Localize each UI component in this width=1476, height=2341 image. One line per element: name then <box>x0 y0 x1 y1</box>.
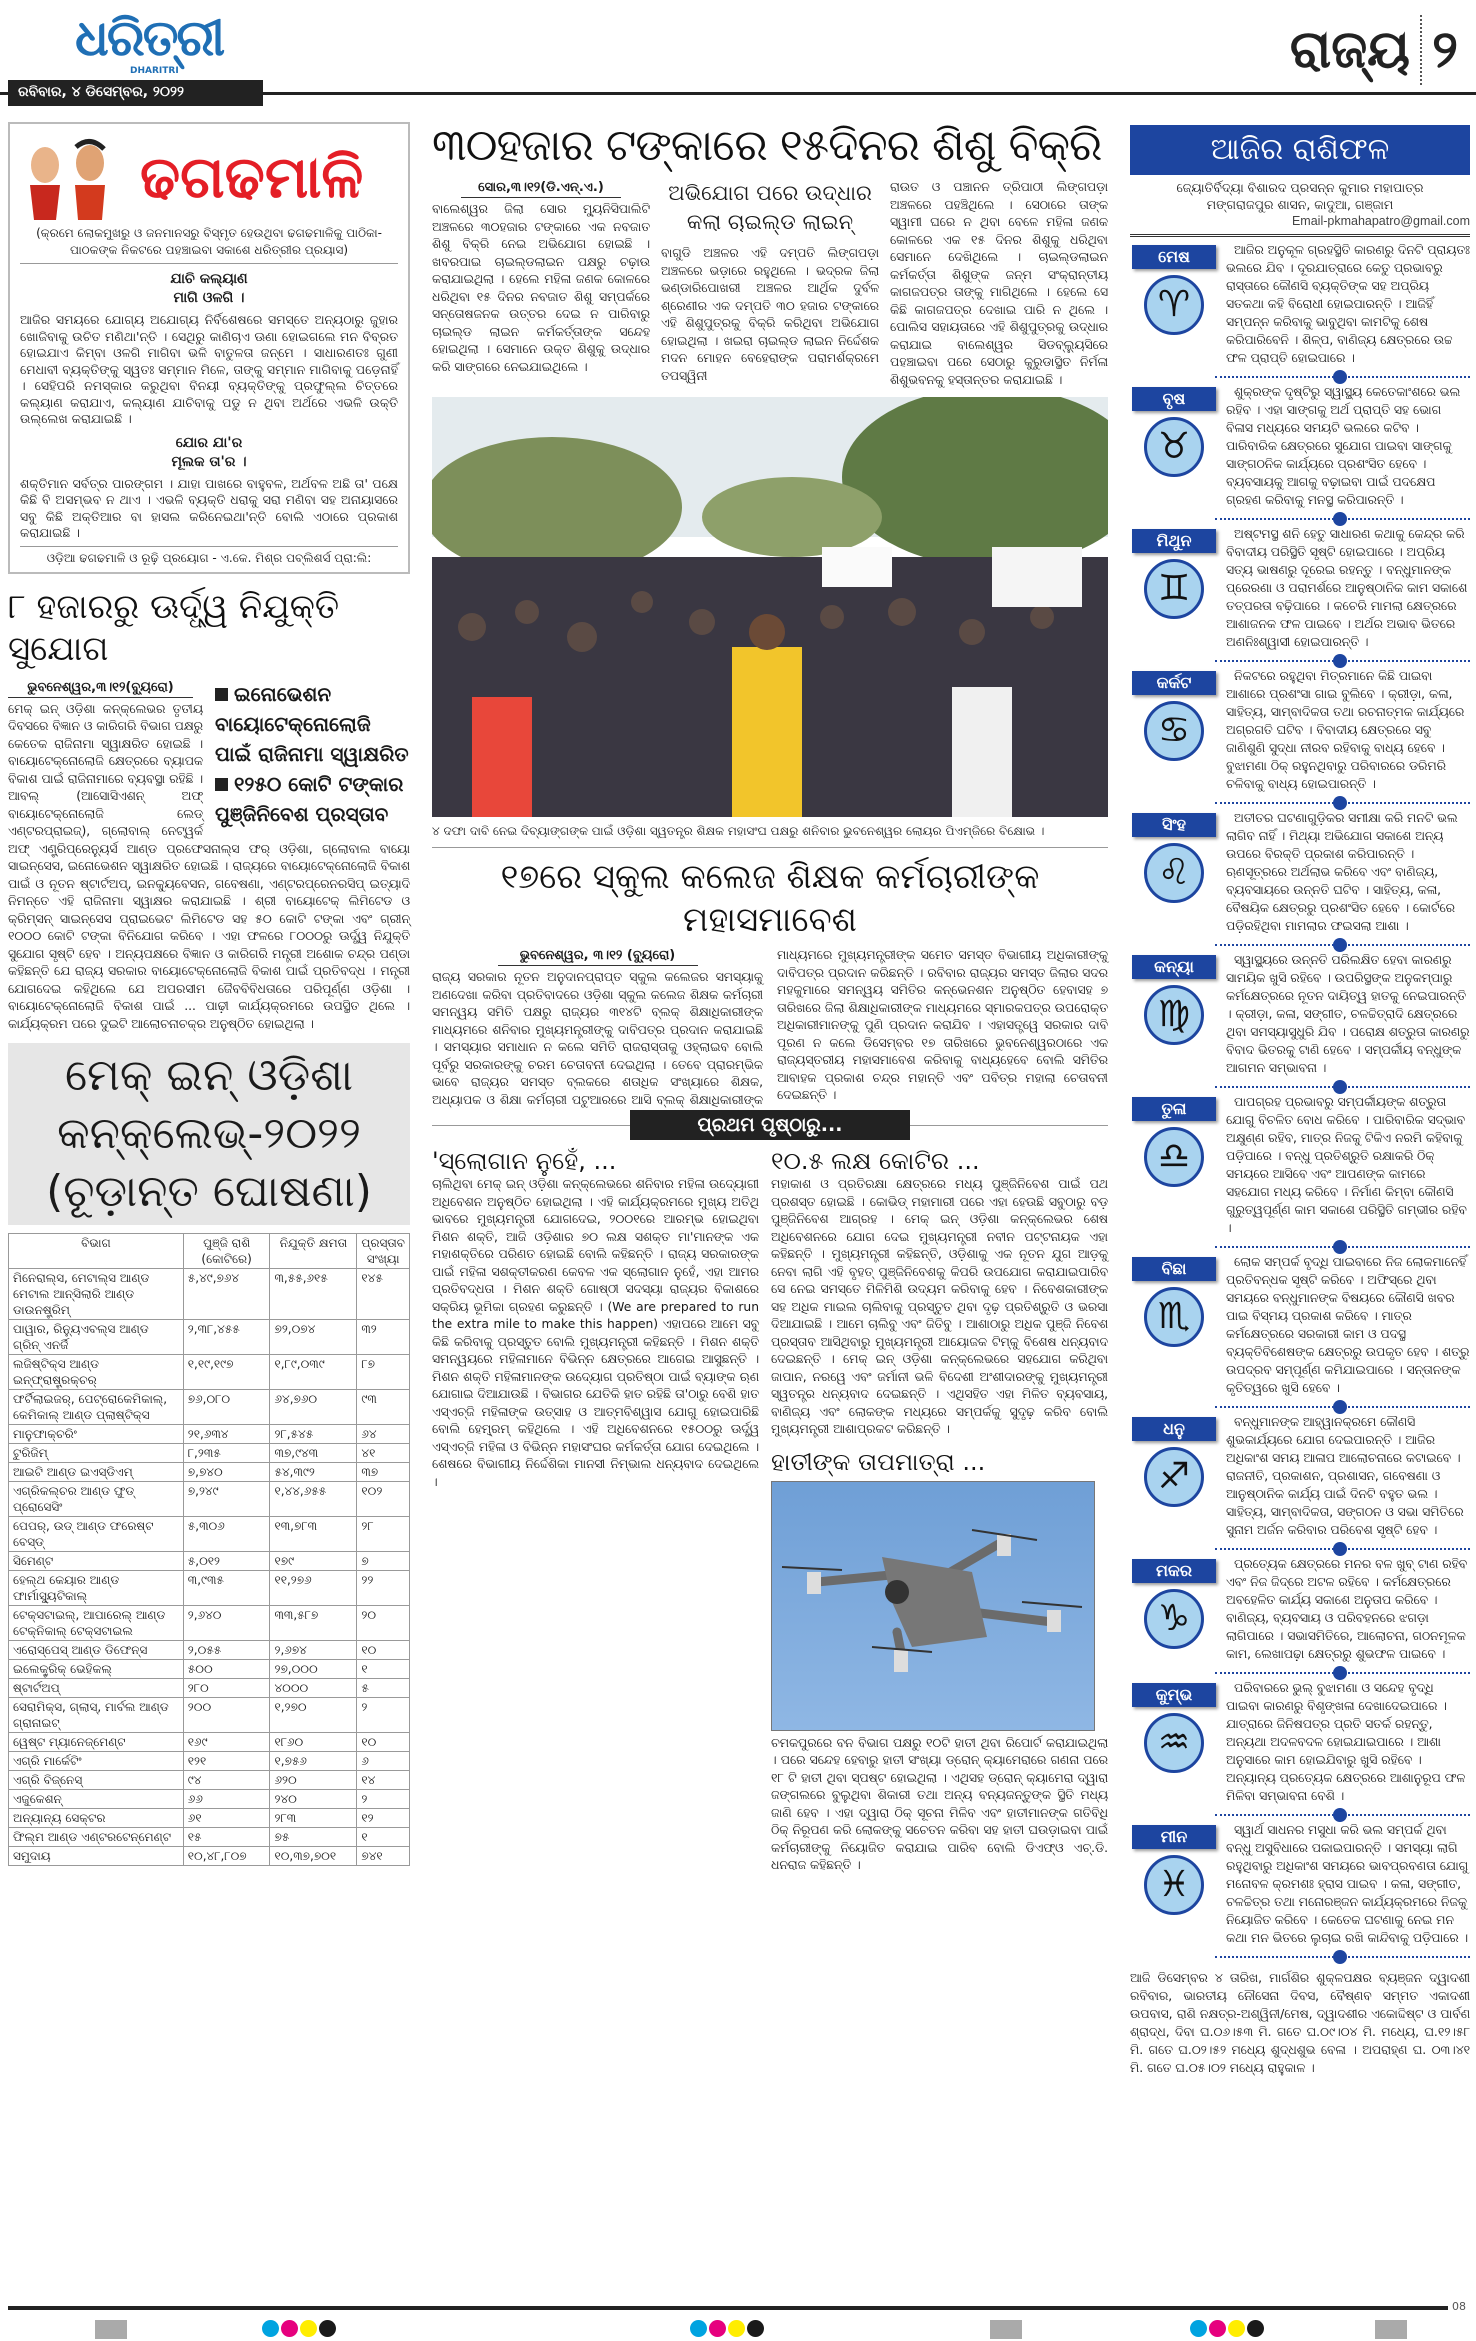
table-cell: ୨୭,୦୦୦ <box>270 1660 357 1679</box>
sign-prediction: ଶୁକ୍ରଙ୍କ ଦୃଷ୍ଟିରୁ ସ୍ୱାସ୍ଥ୍ୟ କେତେକାଂଶରେ ଭଲ ରହିବ । ଏହା ସାଙ୍ଗକୁ ଅର୍ଥ ପ୍ରାପ୍ତି ସହ ଭୋଗ ବିଳାସ ମଧ୍ୟରେ ସମୟଟି ଭଲରେ କଟିବ । ପାରିବାରିକ କ୍ଷେତ୍ରରେ ସୁଯୋଗ ପାଇବା ସାଙ୍ଗକୁ ସାଙ୍ଗଠନିକ କାର୍ଯ୍ୟରେ ପ୍ରଶଂସିତ ହେବେ । ବ୍ୟବସାୟକୁ ଆଗକୁ ବଢ଼ାଇବା ପାଇଁ ପଦକ୍ଷେପ ଗ୍ରହଣ କରିବାକୁ ମନସ୍ଥ କରିପାରନ୍ତି । <box>1226 385 1461 507</box>
gemini-icon: ♊ <box>1144 559 1204 619</box>
author-email[interactable]: Email-pkmahapatro@gmail.com <box>1291 214 1470 228</box>
dotted-divider <box>1215 1814 1470 1816</box>
table-cell: ୧୩,୭୮୩ <box>270 1517 357 1552</box>
table-cell: ୧୨୧ <box>183 1752 270 1771</box>
table-cell: ୧୦,୩୭,୭୦୧ <box>270 1847 357 1866</box>
child-story-col2 <box>661 179 879 385</box>
dotted-divider <box>1215 518 1470 520</box>
highlight-item: ଇନୋଭେଶନ ବାୟୋଟେକ୍ନୋଲୋଜି ପାଇଁ ରାଜିନାମା ସ୍ୱାକ୍ଷରିତ <box>215 681 409 766</box>
registration-mark <box>95 2320 127 2339</box>
table-row <box>9 1828 410 1847</box>
table-cell: ୧,୭୫୬ <box>270 1752 357 1771</box>
horoscope-capricorn <box>1130 1555 1470 1663</box>
child-story-col3: ରାଉତ ଓ ପଞ୍ଚାନନ ତ୍ରିପାଠୀ ଲିଙ୍ଗପଡ଼ା ଅଞ୍ଚଳରେ ପହଞ୍ଚିଥିଲେ । ସେଠାରେ ତାଙ୍କ ସ୍ୱାମୀ ଘରେ ନ ଥିବା ବେଳେ ମହିଳା ଜଣକ କୋଳରେ ଏକ ୧୫ ଦିନର ଶିଶୁକୁ ଧରିଥିବା ସେମାନେ ଦେଖିଥିଲେ । ଚାଇଲ୍ଡଲାଇନ କର୍ମକର୍ତ୍ତା ଶିଶୁଙ୍କ ଜନ୍ମ ସଂକ୍ରାନ୍ତୀୟ କାଗଜପତ୍ର ତାଙ୍କୁ ମାଗିଥିଲେ । ହେଲେ ସେ କିଛି କାଗଜପତ୍ର ଦେଖାଇ ପାରି ନ ଥିଲେ । ପୋଲିସ ସହାୟତାରେ ଏହି ଶିଶୁପୁତ୍ରକୁ ଉଦ୍ଧାର କରାଯାଇ ବାଲେଶ୍ୱର ସିଡବ୍ଲ୍ୟୁସିରେ ପହଞ୍ଚାଇବା ପରେ ସେଠାରୁ କୁରୁଡାସ୍ଥିତ ନିର୍ମଳା ଶିଶୁଭବନକୁ ହସ୍ତାନ୍ତର କରାଯାଇଛି । <box>890 180 1108 387</box>
table-cell: ମାନୁଫାକ୍ଚରିଂ <box>9 1425 184 1444</box>
table-cell: ୧,୮୯,୦୩୯ <box>270 1355 357 1390</box>
table-cell: ୨୮,୫୪୫ <box>270 1425 357 1444</box>
dhagadamali-subtitle: (କ୍ରମେ ଲୋକମୁଖରୁ ଓ ଜନମାନସରୁ ବିସ୍ମୃତ ହେଉଥିବା ଢଗଢମାଳିକୁ ପାଠିକା-ପାଠକଙ୍କ ନିକଟରେ ପହଞ୍ଚାଇବା ସକାଶେ ଧରିତ୍ରୀର ପ୍ରୟାସ) <box>20 225 398 264</box>
table-cell: ୩୭ <box>357 1463 410 1482</box>
sign-prediction: ସ୍ୱାର୍ଥ ସାଧନର ମସୁଧା କରି ଭଲ ସମ୍ପର୍କ ଥିବା ବନ୍ଧୁ ଅସୁବିଧାରେ ପକାଇପାରନ୍ତି । ସମସ୍ୟା ଲାଗି ରହୁଥିବାରୁ ଅଧିକାଂଶ ସମୟରେ ଭାବପ୍ରବଣତା ଯୋଗୁ ମନୋବଳ କ୍ରମଶଃ ହ୍ରାସ ପାଇବ । କଳା, ସଙ୍ଗୀତ, ଚଳଚ୍ଚିତ୍ର ତଥା ମନୋରଞ୍ଜନ କାର୍ଯ୍ୟକ୍ରମରେ ନିଜକୁ ନିୟୋଜିତ କରିବେ । କେତେକ ଘଟଣାକୁ ନେଇ ମନ କଥା ମନ ଭିତରେ ଲୁଚାଇ ରଖି କାନ୍ଦିବାକୁ ପଡ଼ିପାରେ । <box>1226 1823 1469 1945</box>
teachers-story <box>432 947 1108 1109</box>
sign-name: କର୍କଟ <box>1132 671 1216 695</box>
investment-table <box>8 1233 410 1866</box>
table-cell: ଷ୍ଟାର୍ଟଅପ୍ <box>9 1679 184 1698</box>
horoscope-sagittarius <box>1130 1413 1470 1539</box>
banner-line: କନ୍‌କ୍ଲେଭ୍-୨୦୨୨ <box>57 1108 361 1159</box>
horoscope-virgo <box>1130 951 1470 1077</box>
lakh-crore-body: ମହାକାଶ ଓ ପ୍ରତିରକ୍ଷା କ୍ଷେତ୍ରରେ ମଧ୍ୟ ପୁଞ୍ଜିନିବେଶ ପାଇଁ ପଥ ପ୍ରଶସ୍ତ ହୋଇଛି । କୋଭିଡ୍ ମହାମାରୀ ପରେ ଏହା ହେଉଛି ସବୁଠାରୁ ବଡ଼ ପୁଞ୍ଜିନିବେଶ ଆଗ୍ରହ । ମେକ୍ ଇନ୍ ଓଡ଼ିଶା କନ୍‌କ୍ଲେଭର ଶେଷ ଅଧିବେଶନରେ ଯୋଗ ଦେଇ ମୁଖ୍ୟମନ୍ତ୍ରୀ ନବୀନ ପଟ୍ଟନାୟକ ଏହା କହିଛନ୍ତି । ମୁଖ୍ୟମନ୍ତ୍ରୀ କହିଛନ୍ତି, ଓଡ଼ିଶାକୁ ଏକ ନୂତନ ଯୁଗ ଆଡ଼କୁ ନେବା ଲାଗି ଏହି ବୃହତ୍ ପୁଞ୍ଜିନିବେଶକୁ କିପରି ଉପଯୋଗ କରାଯାଇପାରିବ ସେ ନେଇ ସମସ୍ତେ ମିଳିମିଶି ଉଦ୍ୟମ କରିବାକୁ ହେବ । ନିବେଶକାରୀଙ୍କ ସହ ଅଧିକ ମାଇଲ ଚାଲିବାକୁ ପ୍ରସ୍ତୁତ ଥିବା ଦୃଢ଼ ପ୍ରତିଶ୍ରୁତି ଓ ଭରସା ଦିଆଯାଇଛି । ଆମେ ଚାଲିବୁ ଏବଂ ଜିତିବୁ । ଆଶାଠାରୁ ଅଧିକ ପୁଞ୍ଜି ନିବେଶ ପ୍ରସ୍ତାବ ଆସିଥିବାରୁ ମୁଖ୍ୟମନ୍ତ୍ରୀ ଆୟୋଜକ ଟିମ୍‌କୁ ବିଶେଷ ଧନ୍ୟବାଦ ଦେଇଛନ୍ତି । ମେକ୍ ଇନ୍ ଓଡ଼ିଶା କନ୍‌କ୍ଲେଭରେ ସହଯୋଗ କରିଥିବା ଜାପାନ, ନରୱେ ଏବଂ ଜର୍ମାନୀ ଭଳି ବିଦେଶୀ ଅଂଶୀଦାରଙ୍କୁ ମୁଖ୍ୟମନ୍ତ୍ରୀ ସ୍ୱତନ୍ତ୍ର ଧନ୍ୟବାଦ ଦେଇଛନ୍ତି । ଏଥିସହିତ ଏହା ମିଳିତ ବ୍ୟବସାୟ, ବାଣିଜ୍ୟ ଏବଂ ଲୋକଙ୍କ ମଧ୍ୟରେ ସମ୍ପର୍କକୁ ସୁଦୃଢ଼ କରିବ ବୋଲି ମୁଖ୍ୟମନ୍ତ୍ରୀ ଆଶାପ୍ରକଟ କରିଛନ୍ତି । <box>771 1177 1108 1436</box>
sign-name: ସିଂହ <box>1132 813 1216 837</box>
cmyk-marks <box>1190 2320 1266 2341</box>
horoscope-gemini <box>1130 525 1470 651</box>
dateline: ଭୁବନେଶ୍ୱର, ୩।୧୨ (ବ୍ୟୁରୋ) <box>498 947 698 966</box>
table-row <box>9 1425 410 1444</box>
center-column <box>432 118 1108 1875</box>
table-row <box>9 1269 410 1320</box>
table-cell: ୱେଷ୍ଟ ମ୍ୟାନେଜ୍‌ମେଣ୍ଟ <box>9 1733 184 1752</box>
table-cell: ୧୫ <box>183 1828 270 1847</box>
right-stories <box>771 1146 1108 1875</box>
col-header: ପୁଞ୍ଜି ରାଶି (କୋଟିରେ) <box>183 1234 270 1269</box>
table-cell: ୮୭ <box>357 1355 410 1390</box>
dharitri-logo: ଧରିତ୍ରୀ DHARITRI <box>75 8 224 76</box>
table-cell: ୧,୪୪,୬୫୫ <box>270 1482 357 1517</box>
table-cell: ଅନ୍ୟାନ୍ୟ ସେକ୍ଟର <box>9 1809 184 1828</box>
table-cell: ଏଗ୍ରିକଲ୍ଚର ଆଣ୍ଡ ଫୁଡ୍ ପ୍ରୋସେସିଂ <box>9 1482 184 1517</box>
table-cell: ଲଜିଷ୍ଟିକ୍ସ ଆଣ୍ଡ ଇନ୍‌ଫ୍ରାଷ୍ଟ୍ରକ୍ଚର୍ <box>9 1355 184 1390</box>
sign-name: ବିଛା <box>1132 1257 1216 1281</box>
section-name: ରାଜ୍ୟ <box>1289 19 1411 80</box>
sign-name: ମୀନ <box>1132 1825 1216 1849</box>
table-cell: ଏଜୁକେଶନ୍ <box>9 1790 184 1809</box>
libra-icon: ♎ <box>1144 1127 1204 1187</box>
table-cell: ୨,୦୫୫ <box>183 1641 270 1660</box>
table-row <box>9 1733 410 1752</box>
table-cell: ୮,୨୩୫ <box>183 1444 270 1463</box>
horoscope-taurus <box>1130 383 1470 509</box>
table-cell: ୨୮୦ <box>183 1679 270 1698</box>
table-row <box>9 1517 410 1552</box>
elephant-body: ଚମକପୁରରେ ବନ ବିଭାଗ ପକ୍ଷରୁ ୧୦ଟି ହାତୀ ଥିବା ରିପୋର୍ଟ କରାଯାଇଥିଲା । ପରେ ସନ୍ଦେହ ହେବାରୁ ହାତୀ ସଂଖ୍ୟା ଡ୍ରୋନ୍ କ୍ୟାମେରାରେ ଗଣନା ପରେ ୧୮ ଟି ହାତୀ ଥିବା ସ୍ପଷ୍ଟ ହୋଇଥିଲା । ଏଥିସହ ଡ୍ରୋନ୍ କ୍ୟାମେରା ଦ୍ୱାରା ଜଙ୍ଗଲରେ ବୁଲୁଥିବା ଶିକାରୀ ତଥା ଅନ୍ୟ ବନ୍ୟଜନ୍ତୁଙ୍କ ସ୍ଥିତି ମଧ୍ୟ ଜାଣି ହେବ । ଏହା ଦ୍ୱାରା ଠିକ୍ ସୂଚନା ମିଳିବ ଏବଂ ହାତୀମାନଙ୍କ ଗତିବିଧି ଠିକ୍ ନିରୂପଣ କରି ଲୋକଙ୍କୁ ସଚେତନ କରିବା ସହ ହାତୀ ଘଉଡ଼ାଇବା ପାଇଁ କର୍ମଚାରୀଙ୍କୁ ନିୟୋଜିତ କରାଯାଇ ପାରିବ ବୋଲି ଡିଏଫ୍‌ଓ ଏଚ୍.ଡି. ଧନରାଜ କହିଛନ୍ତି । <box>771 1735 1108 1872</box>
highlight-item: ୧୨୫୦ କୋଟି ଟଙ୍କାର ପୁଞ୍ଜିନିବେଶ ପ୍ରସ୍ତାବ <box>215 771 404 826</box>
table-cell: ୩୨ <box>357 1320 410 1355</box>
sign-prediction: ନିକଟରେ ରହୁଥିବା ମିତ୍ରମାନେ କିଛି ପାଇବା ଆଶାରେ ପ୍ରଶଂସା ଗାଇ ବୁଲିବେ । କ୍ରୀଡ଼ା, କଳା, ସାହିତ୍ୟ, ସାମ୍ବାଦିକତା ତଥା ରଚନାତ୍ମକ କାର୍ଯ୍ୟରେ ଅଗ୍ରଗତି ଘଟିବ । ବିବାଦୀୟ କ୍ଷେତ୍ରରେ ସବୁ ଜାଣିଶୁଣି ସୁଦ୍ଧା ନୀରବ ରହିବାକୁ ବାଧ୍ୟ ହେବେ । ବୁଝାମଣା ଠିକ୍ ରହୁନଥିବାରୁ ପରିବାରରେ ଡରିମରି ଚଳିବାକୁ ବାଧ୍ୟ ହୋଇପାରନ୍ତି । <box>1226 669 1465 791</box>
table-row <box>9 1698 410 1733</box>
table-cell: ୩,୯୩୫ <box>183 1571 270 1606</box>
dateline: ଭୁବନେଶ୍ୱର,୩।୧୨(ବ୍ୟୁରୋ) <box>8 679 193 698</box>
sign-name: ମକର <box>1132 1559 1216 1583</box>
table-cell: ୧୦୨ <box>357 1482 410 1517</box>
elephant-headline: ହାତୀଙ୍କ ତାପମାତ୍ରା ... <box>771 1447 986 1476</box>
table-cell: ୩୩,୫୮୭ <box>270 1606 357 1641</box>
table-row <box>9 1552 410 1571</box>
table-cell: ୭,୭୪୦ <box>183 1463 270 1482</box>
sign-prediction: ପରିବାରରେ ଭୁଲ୍ ବୁଝାମଣା ଓ ସନ୍ଦେହ ବୃଦ୍ଧି ପାଇବା କାରଣରୁ ବିଶୃଙ୍ଖଳା ଦେଖାଦେଇପାରେ । ଯାତ୍ରାରେ ଜିନିଷପତ୍ର ପ୍ରତି ସତର୍କ ରହନ୍ତୁ, ଅନ୍ୟଥା ଅଦଳବଦଳ ହୋଇଯାଇପାରେ । ଆଶା ଅନୁସାରେ କାମ ହୋଇଯିବାରୁ ଖୁସି ରହିବେ । ଅନ୍ୟାନ୍ୟ ପ୍ରତ୍ୟେକ କ୍ଷେତ୍ରରେ ଆଶାନୁରୂପ ଫଳ ମିଳିବା ସମ୍ଭାବନା ବେଶି । <box>1226 1681 1466 1803</box>
table-cell: ୧,୨୭୦ <box>270 1698 357 1733</box>
saying-title: ଯାଚି କଲ୍ୟାଣ ମାଗି ଓଳଗି । <box>170 271 248 306</box>
dhagadamali-credit: ଓଡ଼ିଆ ଢଗଢମାଳି ଓ ରୂଢ଼ି ପ୍ରୟୋଗ - ଏ.କେ. ମିଶ୍ର ପବ୍ଲିଶର୍ସ ପ୍ରା:ଲି: <box>20 546 398 566</box>
virgo-icon: ♍ <box>1144 985 1204 1045</box>
horoscope-leo <box>1130 809 1470 935</box>
slogan-body: ଚାଲିଥିବା ମେକ୍ ଇନ୍ ଓଡ଼ିଶା କନ୍‌କ୍ଲେଭରେ ଶନିବାର ମହିଳା ଉଦ୍ୟୋଗୀ ଅଧିବେଶନ ଅନୁଷ୍ଠିତ ହୋଇଥିଲା । ଏହି କାର୍ଯ୍ୟକ୍ରମରେ ମୁଖ୍ୟ ଅତିଥି ଭାବରେ ମୁଖ୍ୟମନ୍ତ୍ରୀ ଯୋଗଦେଇ, ୨୦୦୧ରେ ଆରମ୍ଭ ହୋଇଥିବା ମିଶନ ଶକ୍ତି, ଆଜି ଓଡ଼ିଶାର ୭୦ ଲକ୍ଷ ସଶକ୍ତ ମା'ମାନଙ୍କ ଏକ ମହାଶକ୍ତିରେ ପରିଣତ ହୋଇଛି ବୋଲି କହିଛନ୍ତି । ରାଜ୍ୟ ସରକାରଙ୍କ ପାଇଁ ମହିଳା ସଶକ୍ତୀକରଣ କେବଳ ଏକ ସ୍ଲୋଗାନ ନୁହେଁ, ଏହା ଆମର ପ୍ରତିବଦ୍ଧତା । ମିଶନ ଶକ୍ତି ଗୋଷ୍ଠୀ ସଦସ୍ୟା ରାଜ୍ୟର ବିକାଶରେ ସକ୍ରିୟ ଭୂମିକା ଗ୍ରହଣ କରୁଛନ୍ତି । (We are prepared to run the extra mile to make this happen) ଏହାପରେ ଆମେ ସବୁ କିଛି କରିବାକୁ ପ୍ରସ୍ତୁତ ବୋଲି ମୁଖ୍ୟମନ୍ତ୍ରୀ କହିଛନ୍ତି । ମିଶନ ଶକ୍ତି ସମନ୍ୱୟରେ ମହିଳାମାନେ ବିଭିନ୍ନ କ୍ଷେତ୍ରରେ ଆଗେଇ ଆସୁଛନ୍ତି । ମିଶନ ଶକ୍ତି ମହିଳାମାନଙ୍କ ଉଦ୍ୟୋଗ ପ୍ରତିଷ୍ଠା ପାଇଁ ବ୍ୟାଙ୍କ ଋଣ ଯୋଗାଇ ଦିଆଯାଉଛି । ବିଭାଗର ଯେତିକି ହାତ ରହିଛି ତା'ଠାରୁ ବେଶି ହାତ ଏସ୍‌ଏଚ୍‌ଜି ମହିଳାଙ୍କ ଉତ୍ସାହ ଓ ଆତ୍ମବିଶ୍ୱାସ ଯୋଗୁ ହୋଇପାରିଛି ବୋଲି ହେମ୍ବ୍ରମ୍ କହିଥିଲେ । ଏହି ଅଧିବେଶନରେ ୧୫୦୦ରୁ ଊର୍ଦ୍ଧ୍ୱ ଏସ୍‌ଏଚ୍‌ଜି ମହିଳା ଓ ବିଭିନ୍ନ ମହାସଂଘର କର୍ମକର୍ତ୍ତା ଯୋଗ ଦେଇଥିଲେ । ଶେଷରେ ବିଭାଗୀୟ ନିର୍ଦ୍ଦେଶିକା ମାନସୀ ନିମ୍ଭାଲ ଧନ୍ୟବାଦ ଦେଇଥିଲେ । <box>432 1177 759 1489</box>
table-cell: ୧ <box>357 1828 410 1847</box>
section-label <box>1290 15 1458 85</box>
child-sale-headline: ୩୦ହଜାର ଟଙ୍କାରେ ୧୫ଦିନର ଶିଶୁ ବିକ୍ରି <box>432 120 1102 171</box>
table-row <box>9 1809 410 1828</box>
horoscope-pisces <box>1130 1821 1470 1947</box>
table-cell: ୧୦ <box>357 1733 410 1752</box>
aquarius-icon: ♒ <box>1144 1713 1204 1773</box>
table-cell: ୧୦ <box>357 1641 410 1660</box>
sign-name: କନ୍ୟା <box>1132 955 1216 979</box>
col-header: ବିଭାଗ <box>9 1234 184 1269</box>
table-cell: ୯୪ <box>183 1771 270 1790</box>
crowd-illustration <box>432 397 1108 817</box>
table-cell: ୧୪୫ <box>357 1269 410 1320</box>
table-cell: ୧୭୯ <box>270 1552 357 1571</box>
cmyk-marks <box>690 2320 766 2341</box>
table-cell: ଏଗ୍ରି ମାର୍କେଟିଂ <box>9 1752 184 1771</box>
table-row <box>9 1641 410 1660</box>
horoscope-libra <box>1130 1093 1470 1237</box>
table-cell: ୧ <box>357 1660 410 1679</box>
table-cell: ୨୦ <box>357 1606 410 1641</box>
jobs-headline: ୮ ହଜାରରୁ ଊର୍ଦ୍ଧ୍ୱ ନିଯୁକ୍ତି ସୁଯୋଗ <box>8 586 340 669</box>
horoscope-aquarius <box>1130 1679 1470 1805</box>
aries-icon: ♈ <box>1144 275 1204 335</box>
table-cell: ୨,୬୭୪ <box>270 1641 357 1660</box>
sign-prediction: ପାପଗ୍ରହ ପ୍ରଭାବରୁ ସମ୍ପର୍କୀୟଙ୍କ ଶତ୍ରୁତା ଯୋଗୁ ବିଚଳିତ ବୋଧ କରିବେ । ପାରିବାରିକ ସଦ୍ଭାବ ଅକ୍ଷୁଣ୍ଣ ରହିବ, ମାତ୍ର ନିଜକୁ ଟିକିଏ ନରମି କହିବାକୁ ପଡ଼ିପାରେ । ବନ୍ଧୁ ପ୍ରତିଶ୍ରୁତି ରକ୍ଷାକରି ଠିକ୍ ସମୟରେ ଆସିବେ ଏବଂ ଆପଣଙ୍କ କାମରେ ସହଯୋଗ ମଧ୍ୟ କରିବେ । ନିର୍ମାଣ କିମ୍ବା କୌଣସି ଗୁରୁତ୍ୱପୂର୍ଣ୍ଣ କାମ ସକାଶେ ପରିସ୍ଥିତି ଗମ୍ଭୀର ରହିବ । <box>1226 1095 1467 1235</box>
table-row <box>9 1571 410 1606</box>
table-cell: ୧୨ <box>357 1809 410 1828</box>
cancer-icon: ♋ <box>1144 701 1204 761</box>
sagittarius-icon: ♐ <box>1144 1447 1204 1507</box>
table-cell: ହେଲ୍‌ଥ କେୟାର ଆଣ୍ଡ ଫାର୍ମାସ୍ୟୁଟିକାଲ୍ <box>9 1571 184 1606</box>
table-cell: ୫୦୦ <box>183 1660 270 1679</box>
table-row <box>9 1355 410 1390</box>
table-cell: ୨୧,୬୩୪ <box>183 1425 270 1444</box>
page-code: 08 <box>1452 2300 1466 2313</box>
drone-icon <box>772 1482 1096 1732</box>
table-cell: ୨,୬୪୦ <box>183 1606 270 1641</box>
horoscope-aries <box>1130 241 1470 367</box>
sign-prediction: ସ୍ୱାସ୍ଥ୍ୟରେ ଉନ୍ନତି ପରିଲକ୍ଷିତ ହେବା କାରଣରୁ ସାମୟିକ ଖୁସି ରହିବେ । ଉପରିସ୍ଥଙ୍କ ଅନୁକମ୍ପାରୁ କର୍ମକ୍ଷେତ୍ରରେ ନୂତନ ଦାୟିତ୍ୱ ହାତକୁ ନେଇପାରନ୍ତି । କ୍ରୀଡ଼ା, କଳା, ସଙ୍ଗୀତ, ଚଳଚ୍ଚିତ୍ରାଦି କ୍ଷେତ୍ରରେ ଥିବା ସମସ୍ୟାସୁଧୁରି ଯିବ । ପରୋକ୍ଷ ଶତ୍ରୁତା କାରଣରୁ ବିବାଦ ଭିତରକୁ ଟାଣି ହେବେ । ସମ୍ପର୍କୀୟ ବନ୍ଧୁଙ୍କ ଆଗମନ ସମ୍ଭାବନା । <box>1226 953 1470 1075</box>
rasifal-author <box>1130 179 1470 230</box>
table-row <box>9 1320 410 1355</box>
table-cell: ସେରାମିକ୍ସ, ଗ୍ଲାସ୍, ମାର୍ବଲ ଆଣ୍ଡ ଗ୍ରାନାଇଟ୍ <box>9 1698 184 1733</box>
lakh-crore-headline: ୧୦.୫ ଲକ୍ଷ କୋଟିର ... <box>771 1147 980 1175</box>
banner-line: ମେକ୍ ଇନ୍ ଓଡ଼ିଶା <box>64 1050 354 1101</box>
table-cell: ଟେକ୍ସଟାଇଲ୍, ଆପାରେଲ୍ ଆଣ୍ଡ ଟେକ୍ନିକାଲ୍ ଟେକ୍ସଟାଇଲ <box>9 1606 184 1641</box>
table-cell: ଫର୍ଟିଲାଇଜର୍, ପେଟ୍ରୋକେମିକାଲ୍, କେମିକାଲ୍ ଆଣ୍ଡ ପ୍ଲାଷ୍ଟିକ୍ସ <box>9 1390 184 1425</box>
slogan-headline: 'ସ୍ଲୋଗାନ ନୁହେଁ, ... <box>432 1147 617 1175</box>
dhagadamali-box <box>8 122 410 574</box>
rasifal-column <box>1130 125 1470 2077</box>
table-cell: ୧,୧୯,୧୯୭ <box>183 1355 270 1390</box>
story-text: ରାଜ୍ୟ ସରକାର ନୂତନ ଅନୁଦାନପ୍ରାପ୍ତ ସ୍କୁଲ କଲେଜର ସମସ୍ୟାକୁ ଅଣଦେଖା କରିବା ପ୍ରତିବାଦରେ ଓଡ଼ିଶା ସ୍କୁଲ କଲେଜ ଶିକ୍ଷକ କର୍ମଚାରୀ ସମନ୍ୱୟ ସମିତି ପକ୍ଷରୁ ରାଜ୍ୟର ୩୧୪ଟି ବ୍ଲକ୍ ଶିକ୍ଷାଧିକାରୀଙ୍କ ମାଧ୍ୟମରେ ଶନିବାର ମୁଖ୍ୟମନ୍ତ୍ରୀଙ୍କୁ ଦାବିପତ୍ର ପ୍ରଦାନ କରାଯାଇଛି । ସମସ୍ୟାର ସମାଧାନ ନ କଲେ ସମିତି ରାଜରାସ୍ତାକୁ ଓହ୍ଲାଇବ ବୋଲି ପୂର୍ବରୁ ସରକାରଙ୍କୁ ଚରମ ଚେତାବନୀ ଦେଇଥିଲା । ତେବେ ପ୍ରାରମ୍ଭିକ ଭାବେ ରାଜ୍ୟର ସମସ୍ତ ବ୍ଲକରେ ଶତାଧିକ ସଂଖ୍ୟାରେ ଶିକ୍ଷକ, ଅଧ୍ୟାପକ ଓ ଶିକ୍ଷା କର୍ମଚାରୀ ପଟୁଆରରେ ଆସି ବ୍ଲକ୍ ଶିକ୍ଷାଧିକାରୀଙ୍କ ମାଧ୍ୟମରେ ମୁଖ୍ୟମନ୍ତ୍ରୀଙ୍କ ସମେତ ସମସ୍ତ ବିଭାଗୀୟ ଅଧିକାରୀଙ୍କୁ ଦାବିପତ୍ର ପ୍ରଦାନ କରିଛନ୍ତି । ରବିବାର ରାଜ୍ୟର ସମସ୍ତ ଜିଲାର ସଦର ମହକୁମାରେ ସମନ୍ୱୟ ସମିତିର କନ୍‌ଭେନଶନ ଅନୁଷ୍ଠିତ ହେବାସହ ୭ ତାରିଖରେ ଜିଲା ଶିକ୍ଷାଧିକାରୀଙ୍କ ମାଧ୍ୟମରେ ସ୍ମାରକପତ୍ର ଉପରୋକ୍ତ ଅଧିକାରୀମାନଙ୍କୁ ପୁଣି ପ୍ରଦାନ କରାଯିବ । ଏହାସତ୍ତ୍ୱେ ସରକାର ଦାବି ପୂରଣ ନ କଲେ ଡିସେମ୍ବର ୧୭ ତାରିଖରେ ଭୁବନେଶ୍ୱରଠାରେ ଏକ ରାଜ୍ୟସ୍ତରୀୟ ମହାସମାବେଶ କରିବାକୁ ବାଧ୍ୟହେବେ ବୋଲି ସମିତିର ଆବାହକ ପ୍ରକାଶ ଚନ୍ଦ୍ର ମହାନ୍ତି ଏବଂ ପବିତ୍ର ମହାଲା ଚେତାବନୀ ଦେଇଛନ୍ତି । <box>432 948 1108 1107</box>
horoscope-scorpio <box>1130 1253 1470 1397</box>
slogan-story <box>432 1146 759 1491</box>
registration-mark <box>990 2320 1022 2339</box>
table-cell: ୬୪ <box>357 1425 410 1444</box>
saying-text: ଶକ୍ତିମାନ ସର୍ବତ୍ର ପାରଙ୍ଗମ । ଯାହା ପାଖରେ ବାହୁବଳ, ଅର୍ଥବଳ ଅଛି ତା' ପକ୍ଷେ କିଛି ବି ଅସମ୍ଭବ ନ ଥାଏ । ଏଭଳି ବ୍ୟକ୍ତି ଧରାକୁ ସରା ମଣିବା ସହ ଅନାୟାସରେ ସବୁ କିଛି ଅକ୍ତିଆର ବା ହାସଲ କରିନେଇଥା'ନ୍ତି ବୋଲି ଏଠାରେ ପ୍ରକାଶ କରାଯାଇଛି । <box>20 475 398 540</box>
table-cell: ଏଗ୍ରି ବିଜ୍‌ନେସ୍ <box>9 1771 184 1790</box>
story-text: ବାଲେଶ୍ୱର ଜିଲା ସୋର ମ୍ୟୁନିସିପାଲିଟି ଅଞ୍ଚଳରେ ୩୦ହଜାର ଟଙ୍କାରେ ଏକ ନବଜାତ ଶିଶୁ ବିକ୍ରି ନେଇ ଅଭିଯୋଗ ହୋଇଛି । ଖବରପାଇ ଚାଇଲ୍ଡଲାଇନ ପକ୍ଷରୁ ଚଢ଼ାଉ କରାଯାଇଥିଲା । ହେଲେ ମହିଳା ଜଣକ କୋଳରେ ଧରିଥିବା ୧୫ ଦିନର ନବଜାତ ଶିଶୁ ସମ୍ପର୍କରେ ସନ୍ତୋଷଜନକ ଉତ୍ତର ଦେଇ ନ ପାରିବାରୁ ଚାଇଲ୍ଡ ଲାଇନ କର୍ମକର୍ତ୍ତାଙ୍କ ସନ୍ଦେହ ହୋଇଥିଲା । ସେମାନେ ଉକ୍ତ ଶିଶୁକୁ ଉଦ୍ଧାର କରି ସାଙ୍ଗରେ ନେଇଯାଇଥିଲେ । <box>432 202 650 374</box>
rasifal-title: ଆଜିର ରାଶିଫଳ <box>1130 125 1470 175</box>
page-number: ୨ <box>1432 19 1458 80</box>
table-cell: ୨୮୩ <box>270 1809 357 1828</box>
table-cell: ଟୁରିଜିମ୍ <box>9 1444 184 1463</box>
table-cell: ୭,୨୪୯ <box>183 1482 270 1517</box>
table-row <box>9 1660 410 1679</box>
table-cell: ସମୁଦାୟ <box>9 1847 184 1866</box>
table-cell: ୭ <box>357 1552 410 1571</box>
sign-name: ତୁଳା <box>1132 1097 1216 1121</box>
table-cell: ୩୭,୯୪୩ <box>270 1444 357 1463</box>
dateline: ସୋର,୩।୧୨(ଡି.ଏନ୍.ଏ.) <box>461 179 621 198</box>
table-cell: ୬୨୦ <box>270 1771 357 1790</box>
table-cell: ଇଲେକ୍ଟ୍ରିକ୍ ଭେହିକଲ୍ <box>9 1660 184 1679</box>
scorpio-icon: ♏ <box>1144 1287 1204 1347</box>
make-in-odisha-banner <box>8 1043 410 1225</box>
table-cell: ୭୫ <box>270 1828 357 1847</box>
table-row <box>9 1606 410 1641</box>
pisces-icon: ♓ <box>1144 1855 1204 1915</box>
leo-icon: ♌ <box>1144 843 1204 903</box>
table-row <box>9 1390 410 1425</box>
horoscope-list <box>1130 237 1470 1947</box>
table-cell: ୨୨ <box>357 1571 410 1606</box>
jobs-body: ମେକ୍ ଇନ୍ ଓଡ଼ିଶା କନ୍‌କ୍ଲେଭର ତୃତୀୟ ଦିବସରେ ବିଜ୍ଞାନ ଓ କାରିଗରି ବିଭାଗ ପକ୍ଷରୁ କେତେକ ରାଜିନାମା ସ୍ୱାକ୍ଷରିତ ହୋଇଛି । ବାୟୋଟେକ୍ନୋଲୋଜି କ୍ଷେତ୍ରରେ ବ୍ୟାପକ ବିକାଶ ପାଇଁ ରାଜିନାମାରେ ବ୍ୟବସ୍ଥା ରହିଛି । ଆବଲ୍ (ଆସୋସିଏଶନ୍ ଅଫ୍ ବାୟୋଟେକ୍ନୋଲୋଜି ଲେଡ୍ ଏଣ୍ଟରପ୍ରାଇଜ୍), ଗ୍ଲୋବାଲ୍ ନେଟ୍‌ୱର୍କ ଅଫ୍ ଏଣ୍ଟ୍ରିପ୍ରେନ୍ୟୁର୍ସ ଆଣ୍ଡ ପ୍ରଫେସନାଲ୍‌ସ ଫର୍ ଓଡ଼ିଶା, ଗ୍ଲୋବାଲ ବାୟୋ ସାଇନ୍‌ସେସ, ଇନୋଭେଶନ ସ୍ୱାକ୍ଷରିତ ହୋଇଛି । ରାଜ୍ୟରେ ବାୟୋଟେକ୍ନୋଲୋଜି ବିକାଶ ପାଇଁ ଓ ନୂତନ ଷ୍ଟାର୍ଟଅପ୍, ଇନକ୍ୟୁବେସନ, ଗବେଷଣା, ଏଣ୍ଟରପ୍ରେନରସିପ୍ ଇତ୍ୟାଦି ନିମନ୍ତେ ଏହି ରାଜିନାମା ସ୍ୱାକ୍ଷର କରାଯାଇଛି । ଶ୍ରୀ ବାୟୋଟେକ୍ ଲିମିଟେଡ ଓ କ୍ରିମ୍ସନ୍ ସାଇନ୍ସେସ ପ୍ରାଇଭେଟ ଲିମିଟେଡ ସହ ୫୦ କୋଟି ଟଙ୍କା ଏବଂ ଗ୍ରୀନ୍ ୧୦୦୦ କୋଟି ଟଙ୍କା ବିନିଯୋଗ କରିବେ । ଏହା ଫଳରେ ୮୦୦୦ରୁ ଊର୍ଦ୍ଧ୍ୱ ନିଯୁକ୍ତି ସୁଯୋଗ ସୃଷ୍ଟି ହେବ । ଅନ୍ୟପକ୍ଷରେ ବିଜ୍ଞାନ ଓ କାରିଗରି ମନ୍ତ୍ରୀ ଅଶୋକ ଚନ୍ଦ୍ର ପଣ୍ଡା କହିଛନ୍ତି ଯେ ରାଜ୍ୟ ସରକାର ବାୟୋଟେକ୍ନୋଲୋଜି ବିକାଶ ପାଇଁ ପ୍ରତିବଦ୍ଧ । ମନ୍ତ୍ରୀ ଯୋଗଦେଇ କହିଥିଲେ ଯେ ଅପରସୀମ ଜୈବବିବିଧତାରେ ପରିପୂର୍ଣ୍ଣ ଓଡ଼ିଶା । ବାୟୋଟେକ୍ନୋଲୋଜି ବିକାଶ ପାଇଁ ... ପାଢ଼ୀ କାର୍ଯ୍ୟକ୍ରମରେ ଉପସ୍ଥିତ ଥିଲେ । କାର୍ଯ୍ୟକ୍ରମ ପରେ ଦୁଇଟି ଆଲୋଚନାଚକ୍ର ଅନୁଷ୍ଠିତ ହୋଇଥିଲା । <box>8 701 410 1031</box>
saying-title: ଯୋର ଯା'ର ମୂଲକ ତା'ର । <box>171 434 247 470</box>
table-cell: ୯୩ <box>357 1390 410 1425</box>
front-page-continued-banner: ପ୍ରଥମ ପୃଷ୍ଠାରୁ... <box>630 1110 910 1140</box>
sign-prediction: ପ୍ରତ୍ୟେକ କ୍ଷେତ୍ରରେ ମନର ବଳ ଖୁବ୍ ଟାଣ ରହିବ ଏବଂ ନିଜ ଜିଦ୍‌ରେ ଅଟଳ ରହିବେ । କର୍ମକ୍ଷେତ୍ରରେ ଅବହେଳିତ କାର୍ଯ୍ୟ ସକାଶେ ଅନୁତାପ କରିବେ । ବାଣିଜ୍ୟ, ବ୍ୟବସାୟ ଓ ପରିବହନରେ ଝଗଡ଼ା ଲାଗିପାରେ । ସଭାସମିତିରେ, ଆଲୋଚନା, ଗଠନମୂଳକ କାମ, ଲେଖାପଢ଼ା କ୍ଷେତ୍ରରୁ ଶୁଭଫଳ ପାଇବେ । <box>1226 1557 1468 1661</box>
author-name: ଜ୍ୟୋତିର୍ବିଦ୍ୟା ବିଶାରଦ ପ୍ରସନ୍ନ କୁମାର ମହାପାତ୍ର <box>1176 180 1424 195</box>
table-cell: ଆଇଟି ଆଣ୍ଡ ଇଏସ୍‌ଡିଏମ୍ <box>9 1463 184 1482</box>
table-cell: ୭୬,୦୮୦ <box>183 1390 270 1425</box>
table-cell: ୧୦,୪୮,୮୦୭ <box>183 1847 270 1866</box>
sign-name: ବୃଷ <box>1132 387 1216 411</box>
sign-prediction: ଅତୀତର ଘଟଣାଗୁଡ଼ିକର ସମୀକ୍ଷା କରି ମନଟି ଭଲ ଲାଗିବ ନାହିଁ । ମିଥ୍ୟା ଅଭିଯୋଗ ସକାଶେ ଅନ୍ୟ ଉପରେ ବିରକ୍ତି ପ୍ରକାଶ କରିପାରନ୍ତି । ଋଣସୂତ୍ରରେ ଅର୍ଥଲାଭ କରିବେ ଏବଂ ବାଣିଜ୍ୟ, ବ୍ୟବସାୟରେ ଉନ୍ନତି ଘଟିବ । ସାହିତ୍ୟ, କଳା, ବୈଷୟିକ କ୍ଷେତ୍ରରୁ ପ୍ରଶଂସିତ ହେବେ । କୋର୍ଟରେ ପଡ଼ିରହିଥିବା ମାମଲାର ଫଇସଲା ଆଶା । <box>1226 811 1458 933</box>
taurus-icon: ♉ <box>1144 417 1204 477</box>
dhagadamali-title: ଢଗଢମାଳି <box>140 143 364 211</box>
table-cell: ପାୱାର, ରିନ୍ୟୁଏବଲ୍ସ ଆଣ୍ଡ ଗ୍ରିନ୍ ଏନର୍ଜି <box>9 1320 184 1355</box>
table-cell: ମିନେରାଲ୍ସ, ମେଟାଲ୍ସ ଆଣ୍ଡ ମେଟାଲ ଆନ୍ସିଲାରି ଆଣ୍ଡ ଡାଉନଷ୍ଟ୍ରିମ୍ <box>9 1269 184 1320</box>
table-cell: ୨୪୦ <box>270 1790 357 1809</box>
sign-name: ମିଥୁନ <box>1132 529 1216 553</box>
protest-photo <box>432 397 1108 817</box>
table-cell: ପେପର୍, ଉଡ୍ ଆଣ୍ଡ ଫରେଷ୍ଟ ବେସ୍‌ଡ୍ <box>9 1517 184 1552</box>
table-cell: ୬୪,୭୬୦ <box>270 1390 357 1425</box>
capricorn-icon: ♑ <box>1144 1589 1204 1649</box>
table-cell: ୫,୦୧୨ <box>183 1552 270 1571</box>
banner-line: (ଚୂଡ଼ାନ୍ତ ଘୋଷଣା) <box>46 1166 372 1217</box>
dotted-divider <box>1215 376 1470 378</box>
table-row <box>9 1752 410 1771</box>
table-cell: ୫ <box>357 1679 410 1698</box>
table-cell: ସିମେଣ୍ଟ <box>9 1552 184 1571</box>
author-place: ମଙ୍ଗରାଜପୁର ଶାସନ, କାଦୁଆ, ଗଞ୍ଜାମ <box>1206 197 1394 212</box>
sign-name: ଧନୁ <box>1132 1417 1216 1441</box>
table-row <box>9 1482 410 1517</box>
table-cell: ୧୬୯ <box>183 1733 270 1752</box>
jobs-highlights <box>215 679 410 829</box>
jobs-story <box>8 679 410 1034</box>
teachers-headline: ୧୭ରେ ସ୍କୁଲ କଲେଜ ଶିକ୍ଷକ କର୍ମଚାରୀଙ୍କ ମହାସମାବେଶ <box>500 857 1040 940</box>
dotted-divider <box>1215 1672 1470 1674</box>
registration-mark <box>1375 2320 1407 2339</box>
table-cell: ୩,୫୫,୬୧୫ <box>270 1269 357 1320</box>
story-text: ବାଗୁଡି ଅଞ୍ଚଳର ଏହି ଦମ୍ପତି ଲିଙ୍ଗପଡ଼ା ଅଞ୍ଚଳରେ ଭଡ଼ାରେ ରହୁଥିଲେ । ଭଦ୍ରକ ଜିଲା ଭଣ୍ଡାରିପୋଖରୀ ଅଞ୍ଚଳର ଆର୍ଥିକ ଦୁର୍ବଳ ଶ୍ରେଣୀର ଏକ ଦମ୍ପତି ୩୦ ହଜାର ଟଙ୍କାରେ ଏହି ଶିଶୁପୁତ୍ରକୁ ବିକ୍ରି କରିଥିବା ଅଭିଯୋଗ ହୋଇଥିଲା । ଖଇରା ଚାଇଲ୍ଡ ଲାଇନ ନିର୍ଦ୍ଦେଶକ ମଦନ ମୋହନ ବେହେରାଙ୍କ ପରାମର୍ଶକ୍ରମେ ତପସ୍ୱିନୀ <box>661 246 879 383</box>
photo-caption: ୪ ଦଫା ଦାବି ନେଇ ଦିବ୍ୟାଙ୍ଗଙ୍କ ପାଇଁ ଓଡ଼ିଶା ସ୍ୱତନ୍ତ୍ର ଶିକ୍ଷକ ମହାସଂଘ ପକ୍ଷରୁ ଶନିବାର ଭୁବନେଶ୍ୱର ଲୋୟର ପିଏମ୍‌ଜିରେ ବିକ୍ଷୋଭ । <box>432 824 1045 838</box>
table-cell: ଏରୋସ୍ପେସ୍ ଆଣ୍ଡ ଡିଫେନ୍ସ <box>9 1641 184 1660</box>
sign-name: ମେଷ <box>1132 245 1216 269</box>
dotted-divider <box>1215 1406 1470 1408</box>
table-cell: ୨ <box>357 1698 410 1733</box>
table-cell: ଫିଲ୍ମ ଆଣ୍ଡ ଏଣ୍ଟରଟେନ୍‌ମେଣ୍ଟ <box>9 1828 184 1847</box>
table-cell: ୪୦୦୦ <box>270 1679 357 1698</box>
table-cell: ୬୬ <box>183 1790 270 1809</box>
table-cell: ୫୪,୩୯୨ <box>270 1463 357 1482</box>
footer-rule <box>8 2306 1448 2310</box>
table-row <box>9 1847 410 1866</box>
col-header: ନିଯୁକ୍ତି କ୍ଷମତା <box>270 1234 357 1269</box>
left-column <box>8 122 410 1866</box>
col-header: ପ୍ରସ୍ତାବ ସଂଖ୍ୟା <box>357 1234 410 1269</box>
dotted-divider <box>1215 1246 1470 1248</box>
horoscope-cancer <box>1130 667 1470 793</box>
table-cell: ୫,୩୦୬ <box>183 1517 270 1552</box>
table-cell: ୨୮ <box>357 1517 410 1552</box>
table-cell: ୬ <box>357 1752 410 1771</box>
table-cell: ୫,୪୯,୭୬୪ <box>183 1269 270 1320</box>
sign-prediction: ଲୋକ ସମ୍ପର୍କ ବୃଦ୍ଧି ପାଇବାରେ ନିଜ ଲୋକମାନେହିଁ ପ୍ରତିବନ୍ଧକ ସୃଷ୍ଟି କରିବେ । ଅଫିସ୍‌ରେ ଥିବା ସମୟରେ ବନ୍ଧୁମାନଙ୍କ ବିଷୟରେ କୌଣସି ଖବର ପାଇ ବିସ୍ମୟ ପ୍ରକାଶ କରିବେ । ମାତ୍ର କର୍ମକ୍ଷେତ୍ରରେ ସରକାରୀ କାମ ଓ ପଦସ୍ଥ ବ୍ୟକ୍ତିବିଶେଷଙ୍କ କ୍ଷେତ୍ରରୁ ଉପକୃତ ହେବ । ଶତ୍ରୁ ଉପଦ୍ରବ ସମ୍ପୂର୍ଣ୍ଣ କମିଯାଇପାରେ । ସନ୍ତାନଙ୍କ କୃତିତ୍ୱରେ ଖୁସି ହେବେ । <box>1226 1255 1470 1395</box>
table-cell: ୪୧ <box>357 1444 410 1463</box>
table-row <box>9 1771 410 1790</box>
table-cell: ୨୦୦ <box>183 1698 270 1733</box>
table-cell: ୧୮୬୦ <box>270 1733 357 1752</box>
table-row <box>9 1790 410 1809</box>
dotted-divider <box>1215 1548 1470 1550</box>
dotted-divider <box>1215 802 1470 804</box>
dotted-divider <box>1215 1086 1470 1088</box>
table-row <box>9 1679 410 1698</box>
cartoon-characters-icon <box>20 135 120 220</box>
table-cell: ୧୪ <box>357 1771 410 1790</box>
sign-name: କୁମ୍ଭ <box>1132 1683 1216 1707</box>
sign-prediction: ଆଜିର ଅନୁକୂଳ ଗ୍ରହସ୍ଥିତି କାରଣରୁ ଦିନଟି ପ୍ରାୟତଃ ଭଲରେ ଯିବ । ଦୂରଯାତ୍ରାରେ କେତୁ ପ୍ରଭାବରୁ ରାସ୍ତାରେ କୌଣସି ବ୍ୟକ୍ତିଙ୍କ ସହ ଅପ୍ରିୟ ସତକଥା କହି ବିରୋଧୀ ହୋଇପାରନ୍ତି । ଆଜିହିଁ ସମ୍ପନ୍ନ କରିବାକୁ ଭାବୁଥିବା କାମଟିକୁ ଶେଷ କରିପାରିବେନି । ଶିଳ୍ପ, ବାଣିଜ୍ୟ କ୍ଷେତ୍ରରେ ଉଚ୍ଚ ଫଳ ପ୍ରାପ୍ତି ହୋଇପାରେ । <box>1226 243 1470 365</box>
table-cell: ୭୪୧ <box>357 1847 410 1866</box>
table-cell: ୭୨,୦୭୪ <box>270 1320 357 1355</box>
table-cell: ୧୧,୨୭୬ <box>270 1571 357 1606</box>
cmyk-marks <box>262 2320 338 2341</box>
drone-photo <box>771 1481 1095 1731</box>
dotted-divider <box>1215 1956 1470 1958</box>
table-cell: ୬୧ <box>183 1809 270 1828</box>
table-cell: ୨,୩୮,୪୫୫ <box>183 1320 270 1355</box>
table-cell: ୨ <box>357 1790 410 1809</box>
child-story-subhead: ଅଭିଯୋଗ ପରେ ଉଦ୍ଧାର କଲା ଚାଇଲ୍ଡ ଲାଇନ୍ <box>668 181 872 234</box>
child-story <box>432 179 1108 389</box>
divider <box>432 847 1108 848</box>
table-row <box>9 1444 410 1463</box>
sign-prediction: ଅଷ୍ଟମସ୍ଥ ଶନି ହେତୁ ସାଧାରଣ କଥାକୁ କେନ୍ଦ୍ର କରି ବିବାଦୀୟ ପରିସ୍ଥିତି ସୃଷ୍ଟି ହୋଇପାରେ । ଅପ୍ରିୟ ସତ୍ୟ ଭାଷଣରୁ ଦୂରେଇ ରହନ୍ତୁ । ବନ୍ଧୁମାନଙ୍କ ପ୍ରେରଣା ଓ ପରାମର୍ଶରେ ଆନୁଷ୍ଠାନିକ କାମ ସକାଶେ ତତ୍ପରତା ବଢ଼ିପାରେ । କଚେରି ମାମଲା କ୍ଷେତ୍ରରେ ଆଶାଜନକ ଫଳ ପାଇବେ । ଅର୍ଥର ଅଭାବ ଭିତରେ ଅଣନିଃଶ୍ୱାସୀ ହୋଇପାରନ୍ତି । <box>1226 527 1468 649</box>
issue-date: ରବିବାର, ୪ ଡିସେମ୍ବର, ୨୦୨୨ <box>8 80 263 106</box>
dotted-divider <box>1215 660 1470 662</box>
continued-stories <box>432 1146 1108 1875</box>
table-row <box>9 1463 410 1482</box>
almanac-text: ଆଜି ଡିସେମ୍ବର ୪ ତାରିଖ, ମାର୍ଗଶିର ଶୁକ୍ଳପକ୍ଷର ବ୍ୟଞ୍ଜନ ଦ୍ୱାଦଶୀ ରବିବାର, ଭାରତୀୟ ନୌସେନା ଦିବସ, ବୈଷ୍ଣବ ସମ୍ମତ ଏକାଦଶୀ ଉପବାସ, ରାଶି ନକ୍ଷତ୍ର-ଅଶ୍ୱିନୀ/ମେଷ, ଦ୍ୱାଦଶୀର ଏକୋଦ୍ଦିଷ୍ଟ ଓ ପାର୍ବଣ ଶ୍ରାଦ୍ଧ, ଦିବା ଘ.୦୬।୫୩ ମି. ଗତେ ଘ.୦୯।୦୪ ମି. ମଧ୍ୟେ, ଘ.୧୨।୫୮ ମି. ଗତେ ଘ.୦୨।୫୨ ମଧ୍ୟେ ଶୁଦ୍ଧଶୁଭ ବେଳା । ଅପରାହ୍ଣ ଘ. ୦୩।୪୧ ମି. ଗତେ ଘ.୦୫।୦୨ ମଧ୍ୟେ ରାହୁକାଳ । <box>1130 1971 1470 2075</box>
dotted-divider <box>1215 944 1470 946</box>
sign-prediction: ବନ୍ଧୁମାନଙ୍କ ଆହ୍ୱାନକ୍ରମେ କୌଣସି ଶୁଭକାର୍ଯ୍ୟରେ ଯୋଗ ଦେଇପାରନ୍ତି । ଆଜିର ଅଧିକାଂଶ ସମୟ ଆଳାପ ଆଲୋଚନାରେ କଟାଇବେ । ରାଜନୀତି, ପ୍ରକାଶନ, ପ୍ରଶାସନ, ଗବେଷଣା ଓ ଆନୁଷ୍ଠାନିକ କାର୍ଯ୍ୟ ପାଇଁ ଦିନଟି ବହୁତ ଭଲ । ସାହିତ୍ୟ, ସାମ୍ବାଦିକତା, ସଙ୍ଗଠନ ଓ ସଭା ସମିତିରେ ସୁନାମ ଅର୍ଜନ କରିବାର ପରିବେଶ ସୃଷ୍ଟି ହେବ । <box>1226 1415 1464 1537</box>
child-story-col1 <box>432 179 650 376</box>
saying-text: ଆଜିର ସମୟରେ ଯୋଗ୍ୟ ଅଯୋଗ୍ୟ ନିର୍ବିଶେଷରେ ସମସ୍ତେ ଅନ୍ୟଠାରୁ ଜୁହାର ଖୋଜିବାକୁ ଉଚିତ ମଣିଥା'ନ୍ତି । ସେଥିରୁ କାଣିଚାଏ ଊଣା ହୋଇଗଲେ ମନ ବିବ୍ରତ ହୋଇଯାଏ କିମ୍ବା ଓଳଗି ମାଗିବା ଭଳି ବାତୁଳତା ଜନ୍ମେ । ସାଧାରଣତଃ ଗୁଣୀ ମେଧାବୀ ବ୍ୟକ୍ତିଙ୍କୁ ସ୍ୱତଃ ସମ୍ମାନ ମିଳେ, ତାଙ୍କୁ ସମ୍ମାନ ମାଗିବାକୁ ପଡ଼େନାହିଁ । ସେହିପରି ନମସ୍କାର କରୁଥିବା ବିନୟୀ ବ୍ୟକ୍ତିଙ୍କୁ ପ୍ରଫୁଲ୍ଲ ଚିତ୍ତରେ କଲ୍ୟାଣ କରାଯାଏ, କଲ୍ୟାଣ ଯାଚିବାକୁ ପଡୁ ନ ଥିବା ଅର୍ଥରେ ଏଭଳି ଉକ୍ତି ଉଲ୍ଲେଖ କରାଯାଇଛି । <box>20 312 398 426</box>
